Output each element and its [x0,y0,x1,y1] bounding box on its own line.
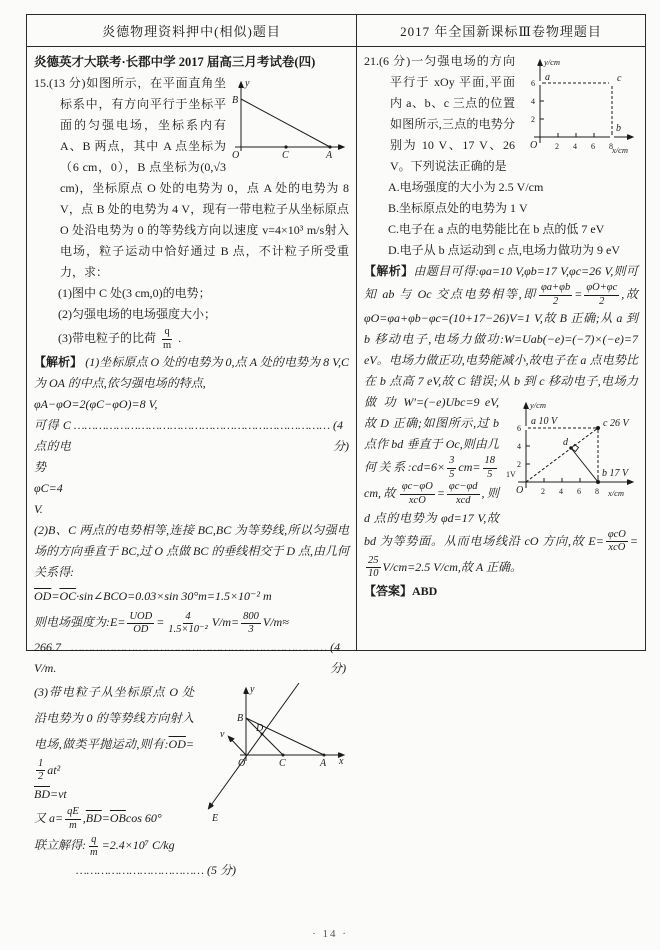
x-axis-label: x [339,755,344,767]
point-C-label: C [282,150,289,161]
point-d [569,446,573,450]
problem-15-intro: 15.(13 分)如图所示，在平面直角坐标系中，有方向平行于坐标平面的匀强电场，坐标系内有 A、B 两点，其中 A 点坐标为（6 cm，0），B 点坐标为(0,√3 cm)，坐标原点 O 处的电势为 0，点 A 处的电势为 8 V，点 B 处的电势为 4 V，现有一带电粒子从坐标原点 O 处沿电势为 0 的等势线方向以速度 v=4×10³ m/s射入电场，粒子运动中恰好通过 B 点，不计粒子所受重力，求： [34,76,349,279]
figure-21-solution [504,394,638,510]
y-tick-label: 2 [517,460,521,470]
y-axis-label: y [250,683,255,695]
fraction-phic-phiO: φc−φO xcO [401,481,433,506]
score-badge-5: (5 分) [207,862,237,877]
sol21-s4: cm= [458,460,481,475]
fraction-phiab: $\frac{\varphi a+\varphi b}{2}$ [541,282,571,307]
answer-value: ABD [412,583,438,598]
question-3-period: . [178,331,182,345]
overline-OD: $\overline{OD}$ [34,589,52,604]
exam-title: 炎德英才大联考·长郡中学 2017 届高三月考试卷(四) [34,55,316,69]
result-2-text: 266.7 V/m. [34,639,61,675]
point-B-label: B [237,712,244,724]
dot-leader: ……………………………………………………………… [71,639,328,654]
analysis-label: 【解析】 [34,355,83,370]
origin-label: O [238,757,246,769]
fraction-1-2: $\frac{1}{2}$ [38,757,44,783]
x-axis-label: x/cm [612,145,629,155]
question-2: (2)匀强电场的电场强度大小； [58,307,216,321]
a-pre: 又 a= [34,811,64,826]
point-A [323,753,326,756]
solution-21-flow [364,261,638,581]
sol21-s5: cm,故 [364,486,398,501]
dot-leader: ……………………………………………………………… [73,418,330,433]
sol21-s1: 由题目可得:φa=10 V,φb=17 V,φc=26 V,则可知 ab 与 Oc 交点电势相等,即 [364,264,638,301]
left-column [27,47,356,877]
point-b-label: b [616,123,621,134]
point-a [538,81,542,85]
qm-result: =2.4×10⁷ C/kg [101,838,175,853]
eq-sign: = [629,533,638,548]
document-table [26,14,646,877]
y-tick-label: 6 [517,424,521,434]
point-c [610,81,614,85]
question-3-text: (3)带电粒子的比荷 [58,331,156,345]
analysis-label: 【解析】 [364,264,414,278]
problem-21-intro: 21.(6 分)一匀强电场的方向平行于 xOy 平面,平面内 a、b、c 三点的位置如图所示,三点的电势分别为 10 V、17 V、26 V。下列说法正确的是 [364,54,515,173]
option-c: C.电子在 a 点的电势能比在 b 点的低 7 eV [388,222,605,236]
fraction-qE-m: $\frac{qE}{m}$ [67,806,79,831]
option-d: D.电子从 b 点运动到 c 点,电场力做功为 9 eV [388,243,620,257]
y-axis-label: y [245,78,250,89]
y-tick-label: 4 [517,442,521,452]
origin-label: O [232,150,240,161]
solution-15-final-score [76,860,349,881]
x-tick-label: 6 [591,142,595,151]
fraction-3-5: $\frac{3}{5}$ [449,455,455,480]
y-tick-label: 6 [531,79,535,88]
point-c-label: c 26 V [603,418,629,430]
x-tick-label: 2 [555,142,559,151]
part3-text: (3)带电粒子从坐标原点 O 处沿电势为 0 的等势线方向射入电场,做类平抛运动,则有: [34,684,194,751]
solution-15-e-line [34,609,349,636]
y-axis-label: y/cm [544,57,561,67]
sol21-s6: ,则 d 点的电势为 φd= [364,486,499,525]
sol21-s8: V/cm=2.5 V/cm,故 A 正确。 [382,559,523,574]
solution-15 [34,352,349,880]
x-tick-label: 6 [577,487,581,497]
origin-label: O [516,485,524,497]
point-b [596,480,600,484]
x-tick-label: 8 [609,142,613,151]
od-line-tail: ·sin∠BCO=0.03×sin 30°m=1.5×10⁻² m [76,589,272,604]
x-tick-label: 4 [559,487,563,497]
solution-15-s2a: (2)B、C 两点的电势相等,连接 BC,BC 为等势线,所以匀强电场的方向垂直于 BC,过 O 点做 BC 的垂线相交于 D 点,由几何关系得: [34,523,350,580]
eq-sign: = [101,811,110,826]
ratio-fraction: $\frac{q}{m}$ [163,326,172,351]
sol21-s7: 17 V,故 bd 为等势面。从而电场线沿 cO 方向,故 E= [364,510,604,548]
fraction-UOD-OD: UOD OD [129,610,153,636]
at2-text: at² [47,762,61,777]
y-tick-label: 2 [531,115,535,124]
fraction-phicO: φcO xcO [607,528,626,554]
velocity-label: v [220,728,225,740]
e-line-tail: V/m≈ [262,615,289,630]
option-a: A.电场强度的大小为 2.5 V/cm [388,180,544,194]
header-left-title: 炎德物理资料押中(相似)题目 [102,24,281,39]
right-column [356,47,645,650]
qm-pre: 联立解得: [34,838,86,853]
point-C [282,753,285,756]
question-3 [58,325,349,352]
point-D-label: D [256,722,264,734]
dashed-Oc [526,428,598,482]
line-BA [241,99,330,147]
overline-BD: $\overline{BD}$ [34,787,50,802]
answer-label: 【答案】 [364,583,413,598]
solution-21 [364,261,638,602]
point-b-label: b 17 V [602,468,629,480]
figure-21-problem [520,53,638,161]
point-c [596,426,600,430]
point-C-label: C [279,757,286,769]
fraction-18-5: $\frac{18}{5}$ [484,455,495,480]
bd-tail: =vt [50,787,67,802]
overline-OC: $\overline{OC}$ [59,589,77,604]
x-tick-label: 8 [595,487,599,497]
eq-sign: = [574,286,583,301]
x-tick-label: 2 [541,487,545,497]
solution-line-1 [34,352,349,394]
point-a-label: a 10 V [531,416,558,428]
velocity-arrow [229,737,246,755]
dot-leader: ……………………………… [76,862,205,877]
result-1-text: 可得 C 点的电势 φC=4 V. [34,418,71,517]
point-a-label: a [545,72,550,83]
point-C [284,145,287,148]
figure-15-problem [231,75,349,161]
origin-label: O [530,140,538,151]
content-columns [27,47,645,877]
solution-15-od-line [34,583,349,609]
point-b [610,135,614,139]
eq-sign: = [51,589,60,604]
question-1: (1)图中 C 处(3 cm,0)的电势； [58,286,211,300]
point-c-label: c [617,73,622,84]
score-badge-4a: (4 分) [333,418,349,454]
field-line-E [209,683,299,808]
solution-15-result-1 [34,415,349,520]
line-db [571,448,598,482]
solution-15-qm-line [34,832,349,859]
fraction-phiOc: $\frac{\varphi O+\varphi c}{2}$ [586,282,618,307]
sol21-s3: 功 W′=(−e)Ubc=9 eV,故 D 正确;如图所示,过 b 点作 bd 垂直于 Oc,则由几何关系:cd=6× [364,395,499,475]
point-A-label: A [320,757,327,769]
e-line-pre: 则电场强度为:E= [34,615,126,630]
fraction-25-10: $\frac{25}{10}$ [368,554,379,580]
comma: , [82,811,86,826]
overline-OD: $\overline{OD}$ [168,736,186,751]
solution-15-s1a: (1)坐标原点 O 处的电势为 0,点 A 处的电势为 8 V,C 为 OA 的中点,依匀强电场的特点, [34,355,350,391]
point-A [328,145,331,148]
x-axis-label: x/cm [608,488,625,499]
point-a [524,426,528,430]
header-right-title: 2017 年全国新课标Ⅲ卷物理题目 [356,15,645,46]
fraction-phic-phid: φc−φd xcd [448,481,478,506]
option-b: B.坐标原点处的电势为 1 V [388,201,528,215]
cos-text: cos 60° [125,811,162,826]
eq-sign: = [436,486,445,501]
figure-15-solution [199,681,349,831]
field-label-E: E [212,812,219,824]
fraction-q-m: $\frac{q}{m}$ [90,833,98,859]
eq-sign: = [185,736,194,751]
solution-15-part3 [34,679,349,881]
header-row [27,15,645,47]
point-B-label: B [232,95,239,106]
point-d-label: d [563,437,568,449]
eq-sign: = [156,615,165,630]
fraction-4-over: $\frac{4}{\text{1.5×10⁻²}}$ [168,610,208,636]
x-tick-label: 4 [573,142,577,151]
problem-21-text [364,51,638,177]
solution-15-result-2 [34,637,349,679]
overline-OB: $\overline{OB}$ [109,811,126,826]
problem-15-text [34,73,349,283]
overline-BD: $\overline{BD}$ [85,811,102,826]
page-number: · 14 · [312,928,348,940]
point-A-label: A [326,150,333,161]
y-tick-label: 4 [531,97,535,106]
origin-potential-label: 1V [506,470,516,480]
y-axis-label: y/cm [530,400,547,411]
fraction-800-3: $\frac{800}{3}$ [243,610,259,636]
solution-15-equation-1: φA−φO=2(φC−φO)=8 V, [34,397,158,412]
unit-text: V/m= [211,615,240,630]
score-badge-4b: (4 分) [330,639,347,675]
sol21-s2: ,故 φO=φa+φb−φc=(10+17−26)V=1 V,故 B 正确;从 a 到 b 移动电子,电场力做功:W=Uab(−e)=(−7)×(−e)=7 eV。电场力做正功,电势能减小,故电子在 a 点电势比在 b 点高 7 eV,故 C 错误;从 b 到 c 移动电子,电场力做 [364,286,638,410]
answer-line [364,581,638,602]
